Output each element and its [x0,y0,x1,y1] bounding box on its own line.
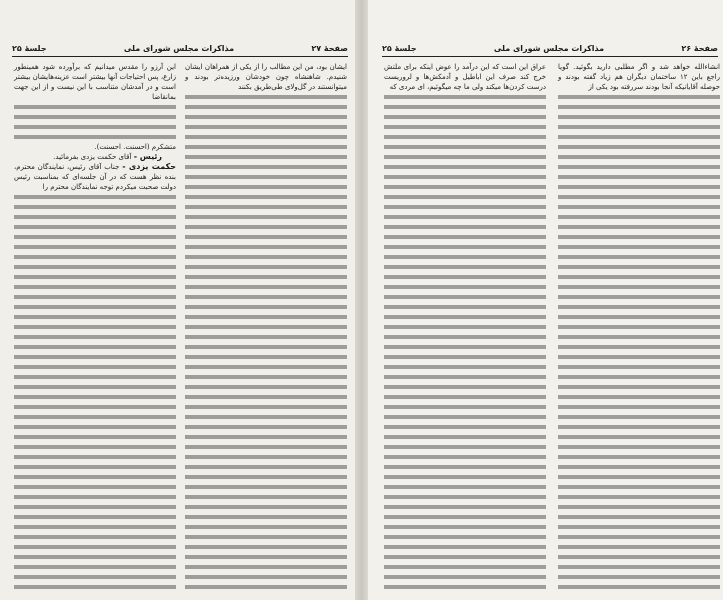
column-text: متشکرم (احسنت. احسنت). [94,143,176,151]
right-page [368,0,723,600]
text-lines [14,192,176,592]
text-lines [384,92,546,592]
text-column-left [14,62,176,592]
book-gutter [355,0,368,600]
text-lines [14,102,176,142]
column-text: انشاءالله خواهد شد و اگر مطلبی دارید بگوئید. گویا راجع باین ۱۲ ساختمان دیگران هم زیاد گفته بودند و حوصله آقایانیکه آنجا بودند سررفته بود یکی از [558,63,721,91]
text-lines [185,92,347,592]
left-page [0,0,355,600]
text-lines [558,92,720,592]
header-title: مذاکرات مجلس شورای ملی [123,43,235,53]
column-text: ایشان بود، من این مطالب را از یکی از همراهان ایشان شنیدم. شاهنشاه چون خودشان ورزیده‌تر بودند و میتوانستند در گل‌ولای طی‌طریق بکنند [185,63,347,91]
column-text: عراق این است که این درآمد را عوض اینکه برای ملتش خرج کند صرف این اباطیل و آدمکش‌ها و لروریست درست کردن‌ها میکند ولی ما چه میگوئیم، ای مردی که [384,63,546,91]
speech [14,152,176,162]
page-header [382,40,718,57]
text-column-right [185,62,347,592]
speaker-name: حکمت یزدی - [122,162,176,171]
column-text: این آرزو را مقدس میدانیم که برآورده شود همینطور زارع، پس احتیاجات آنها بیشتر است عزینه‌هایشان بیشتر است و در آمدشان متناسب با این نیست و از این جهت بمانقاضا [14,63,176,101]
text-column-left [384,62,546,592]
page-number: صفحهٔ ۲۶ [681,43,718,53]
speech [14,162,176,192]
speech-text: آقای حکمت یزدی بفرمائید. [53,153,132,161]
page-number: صفحهٔ ۲۷ [311,43,348,53]
header-title: مذاکرات مجلس شورای ملی [493,43,605,53]
speech-text: جناب آقای رئیس، نمایندگان محترم، بنده نظر هست که در آن جلسه‌ای که بمناسبت رئیس دولت صحبت میکردم توجه نمایندگان محترم را [14,163,176,191]
speaker-name: رئیس - [133,152,162,161]
session-number: جلسهٔ ۲۵ [382,43,417,53]
page-header [12,40,348,57]
text-column-right [558,62,720,592]
session-number: جلسهٔ ۲۵ [12,43,47,53]
